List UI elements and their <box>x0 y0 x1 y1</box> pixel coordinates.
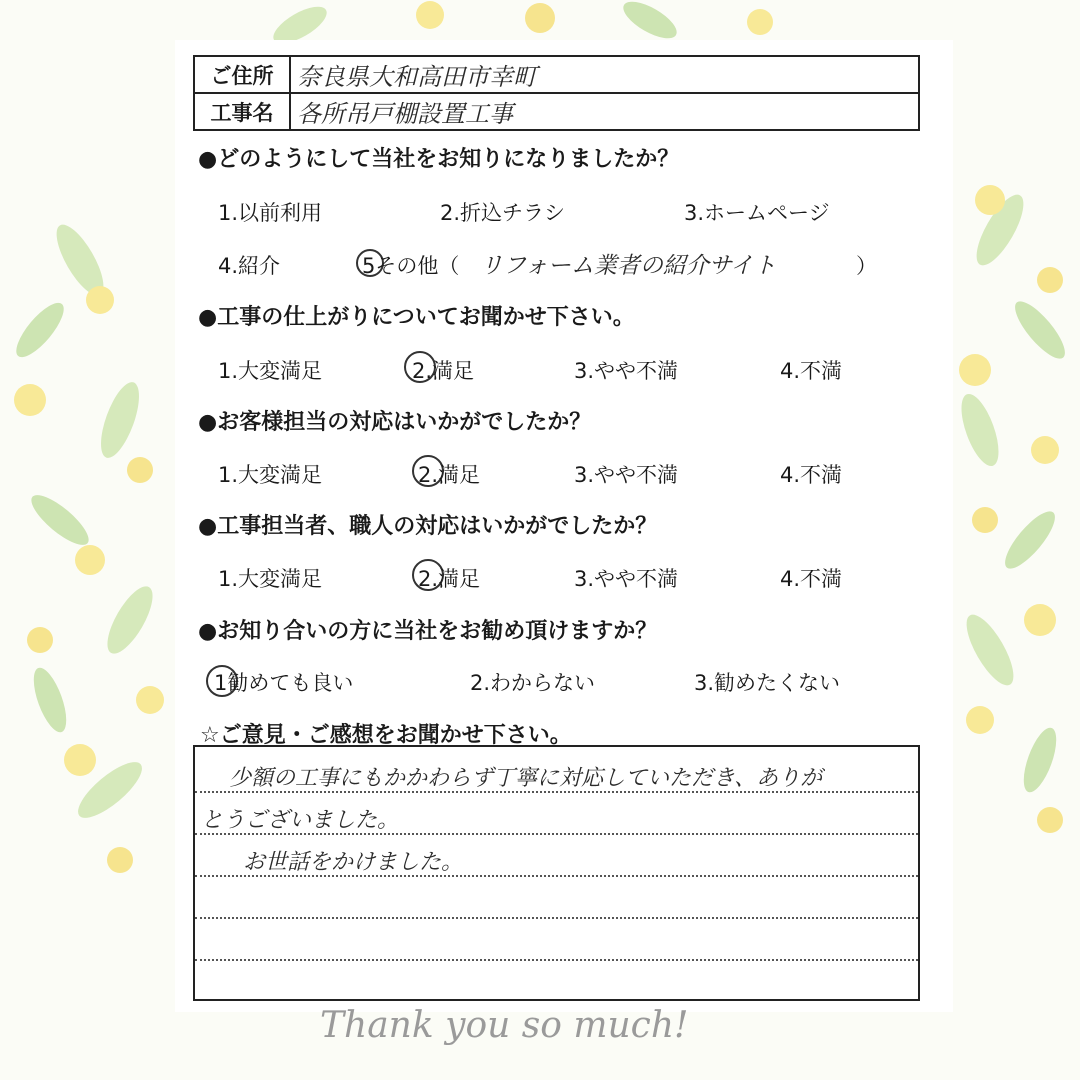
comment-line: 少額の工事にもかかわらず丁寧に対応していただき、ありが <box>229 766 823 791</box>
option-homepage: 3.ホームページ <box>684 201 830 225</box>
comment-line: とうございました。 <box>201 808 400 833</box>
comment-box <box>193 745 920 1001</box>
customer-info-table <box>193 55 920 131</box>
question-craftsman-response: ●工事担当者、職人の対応はいかがでしたか？ <box>198 514 658 539</box>
question-work-finish: ●工事の仕上がりについてお聞かせ下さい。 <box>198 305 635 330</box>
option-referral: 4.紹介 <box>218 254 281 278</box>
option-other-detail: リフォーム業者の紹介サイト <box>480 253 777 279</box>
option-other-close: ） <box>856 254 877 278</box>
option-dissatisfied: 4.不満 <box>780 463 843 487</box>
address-value: 奈良県大和高田市幸町 <box>290 56 919 93</box>
option-dissatisfied: 4.不満 <box>780 567 843 591</box>
option-satisfied: 2.満足 <box>412 359 475 383</box>
option-flyer: 2.折込チラシ <box>440 201 566 225</box>
option-slightly-dissatisfied: 3.やや不満 <box>574 359 679 383</box>
option-very-satisfied: 1.大変満足 <box>218 567 323 591</box>
thank-you-footer: Thank you so much! <box>320 1005 689 1046</box>
option-other: 5その他（ <box>362 254 460 278</box>
question-recommend: ●お知り合いの方に当社をお勧め頂けますか？ <box>198 619 658 644</box>
ruled-line <box>195 959 918 961</box>
ruled-line <box>195 917 918 919</box>
question-how-found: ●どのようにして当社をお知りになりましたか？ <box>198 147 680 172</box>
option-slightly-dissatisfied: 3.やや不満 <box>574 463 679 487</box>
work-name-label: 工事名 <box>194 93 290 130</box>
option-not-sure: 2.わからない <box>470 671 596 695</box>
option-slightly-dissatisfied: 3.やや不満 <box>574 567 679 591</box>
option-satisfied: 2.満足 <box>418 463 481 487</box>
option-very-satisfied: 1.大変満足 <box>218 359 323 383</box>
option-dissatisfied: 4.不満 <box>780 359 843 383</box>
work-name-value: 各所吊戸棚設置工事 <box>290 93 919 130</box>
option-would-not-recommend: 3.勧めたくない <box>694 671 841 695</box>
question-staff-response: ●お客様担当の対応はいかがでしたか？ <box>198 410 592 435</box>
comment-heading: ☆ご意見・ご感想をお聞かせ下さい。 <box>200 723 572 748</box>
option-very-satisfied: 1.大変満足 <box>218 463 323 487</box>
option-satisfied: 2.満足 <box>418 567 481 591</box>
option-previous-use: 1.以前利用 <box>218 201 323 225</box>
address-label: ご住所 <box>194 56 290 93</box>
comment-line: お世話をかけました。 <box>243 850 464 875</box>
option-would-recommend: 1勧めても良い <box>214 671 354 695</box>
